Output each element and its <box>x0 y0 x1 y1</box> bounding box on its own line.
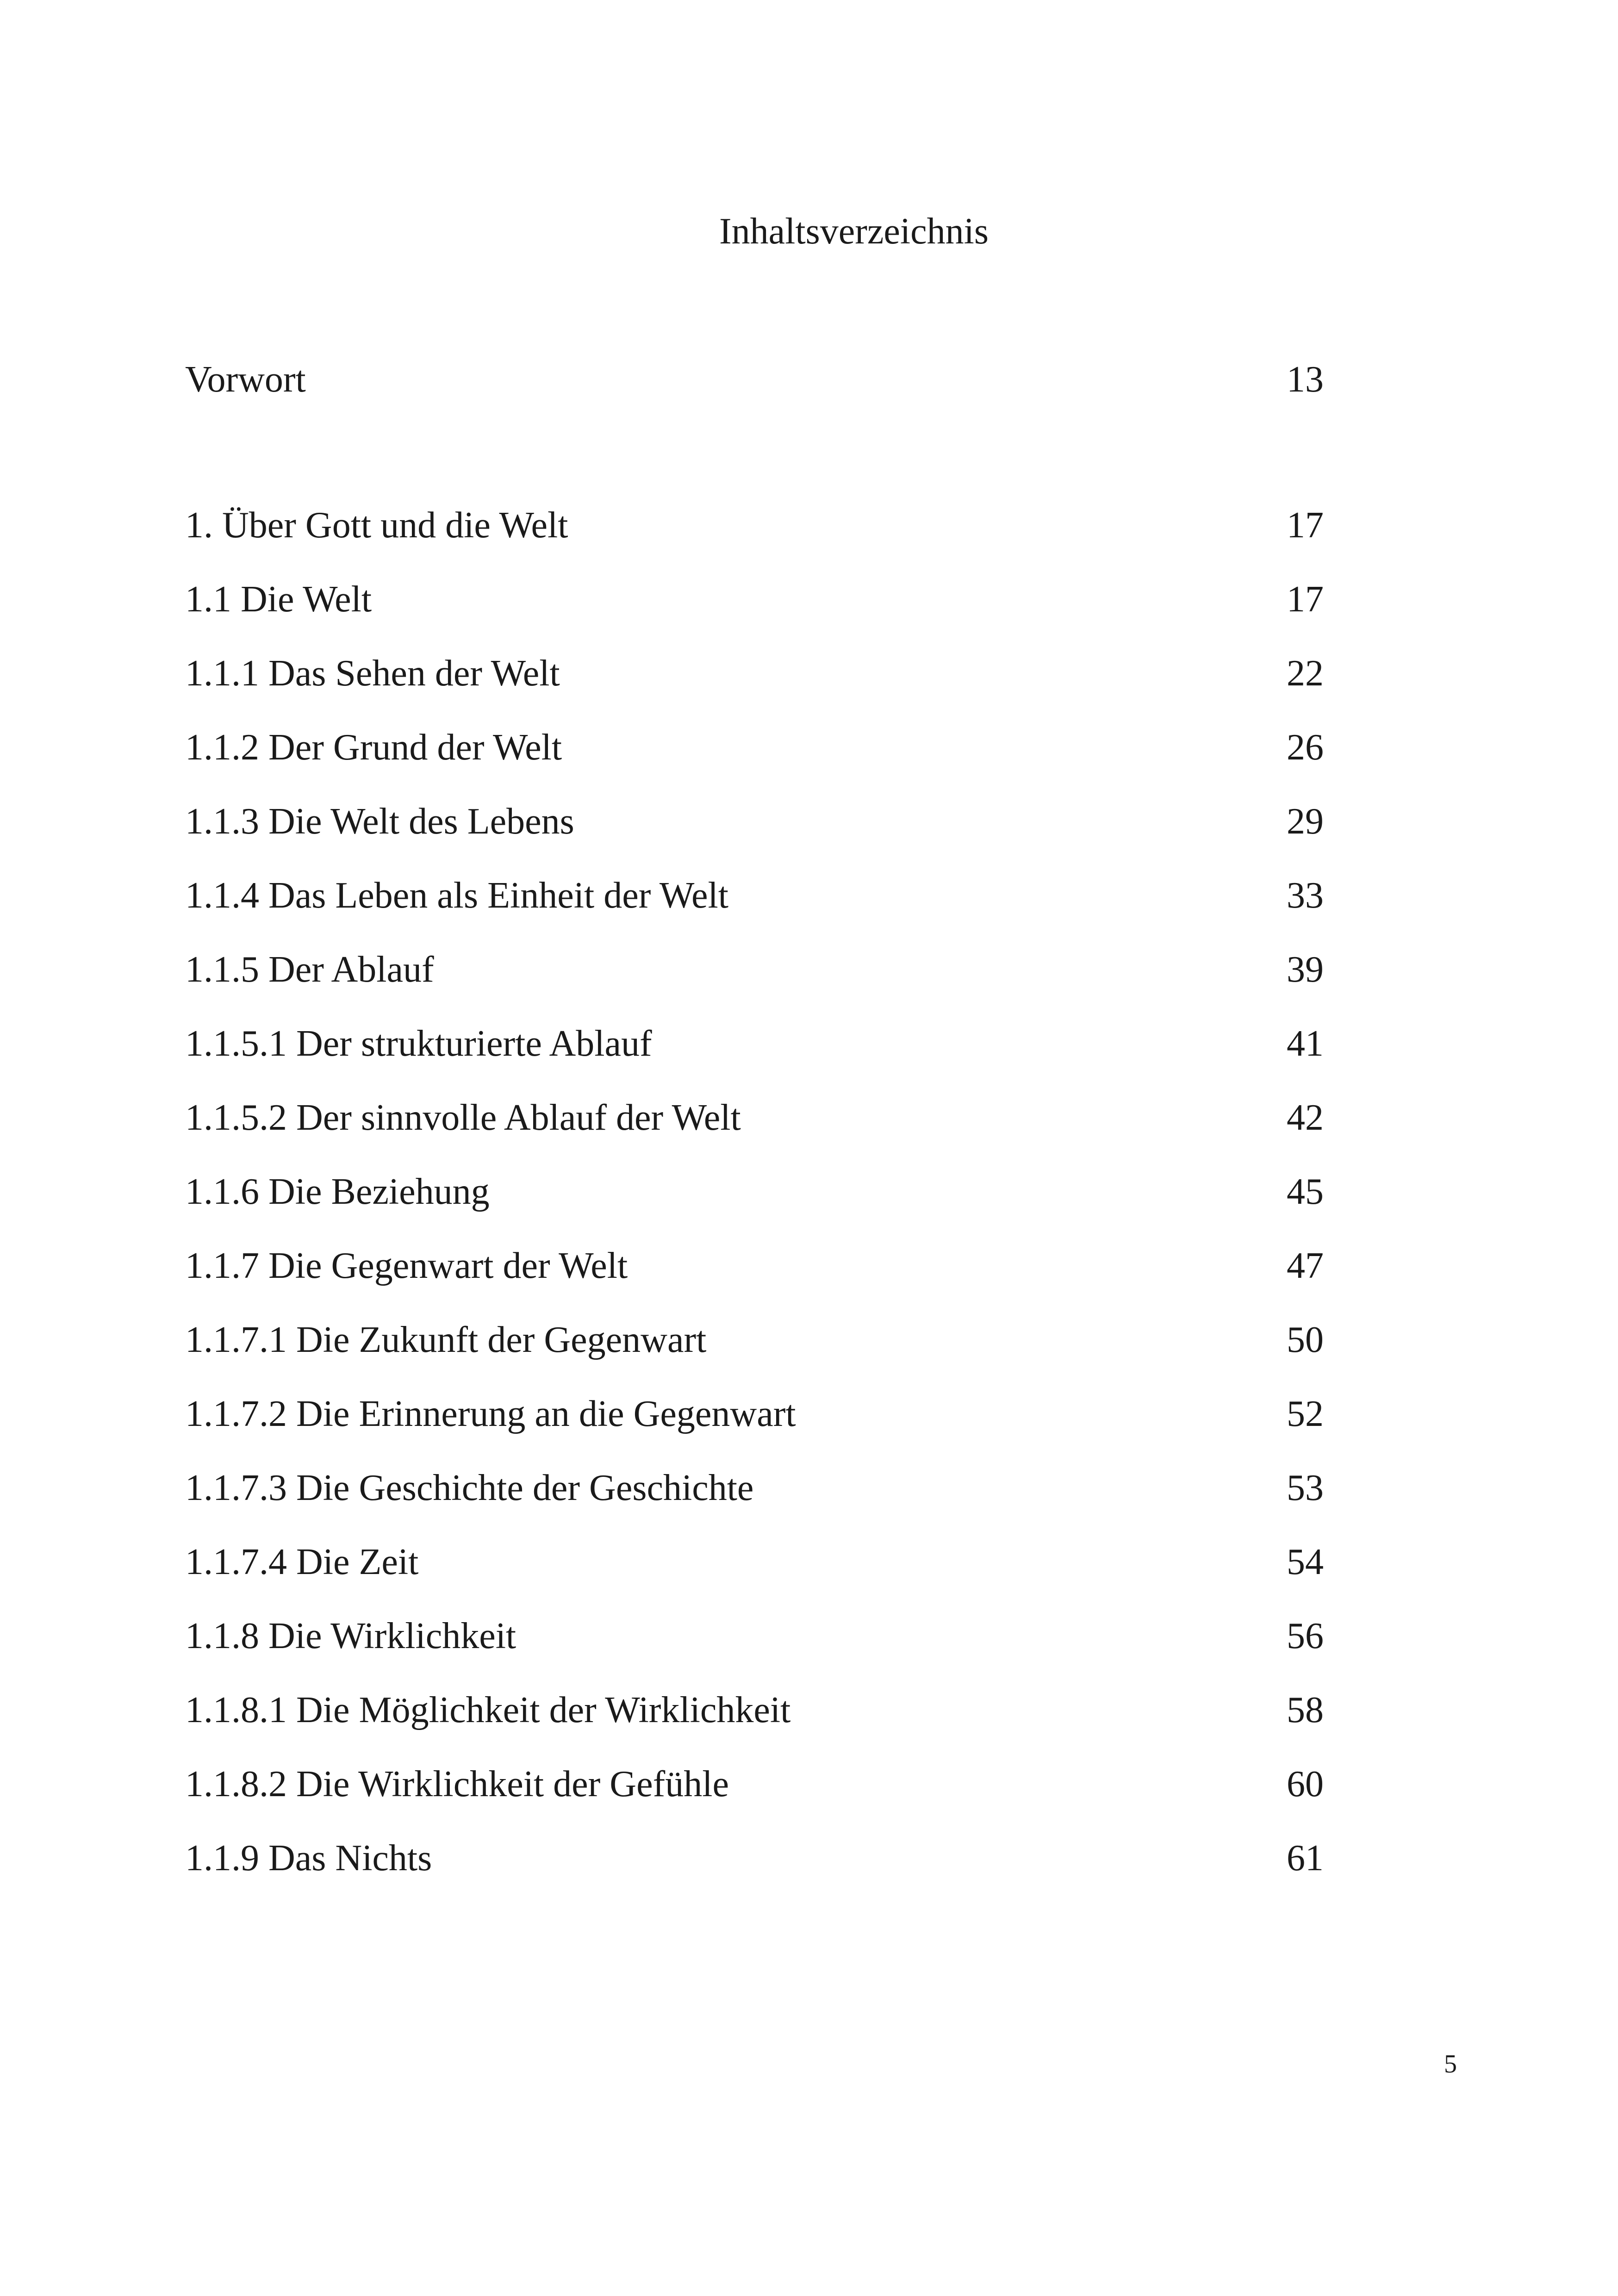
toc-entry-page: 56 <box>1287 1616 1324 1656</box>
toc-entry-page: 41 <box>1287 1023 1324 1064</box>
toc-entry-page: 47 <box>1287 1245 1324 1286</box>
toc-entry <box>185 1460 1342 1516</box>
toc-entry-page: 17 <box>1287 505 1324 546</box>
toc-entry-page: 17 <box>1287 579 1324 620</box>
toc-entry-label: 1.1.1 Das Sehen der Welt <box>185 653 560 694</box>
toc-entry-page: 29 <box>1287 801 1324 842</box>
toc-entry-label: 1.1.6 Die Beziehung <box>185 1171 490 1212</box>
toc-entry <box>185 1386 1342 1442</box>
toc-entry-label: 1.1.3 Die Welt des Lebens <box>185 801 574 842</box>
toc-entry-label: 1.1.5.2 Der sinnvolle Ablauf der Welt <box>185 1097 741 1138</box>
toc-entry-label: 1.1.7.2 Die Erinnerung an die Gegenwart <box>185 1394 796 1434</box>
toc-entry <box>185 794 1342 849</box>
toc-entry <box>185 1534 1342 1590</box>
toc-entry <box>185 720 1342 775</box>
toc-entry-page: 42 <box>1287 1097 1324 1138</box>
toc-entry-label: Vorwort <box>185 359 306 400</box>
toc-entry-page: 53 <box>1287 1468 1324 1508</box>
toc-entry <box>185 498 1342 553</box>
toc-entry <box>185 1090 1342 1145</box>
toc-entry-label: 1.1.8 Die Wirklichkeit <box>185 1616 517 1656</box>
toc-entry-label: 1.1.8.1 Die Möglichkeit der Wirklichkeit <box>185 1690 791 1730</box>
toc-entry-label: 1.1.7.1 Die Zukunft der Gegenwart <box>185 1319 707 1360</box>
toc-entry-page: 33 <box>1287 875 1324 916</box>
toc-entry-page: 45 <box>1287 1171 1324 1212</box>
toc-entry-page: 26 <box>1287 727 1324 768</box>
toc-entry-label: 1.1.2 Der Grund der Welt <box>185 727 562 768</box>
page-title: Inhaltsverzeichnis <box>719 211 989 252</box>
toc-entry <box>185 1830 1342 1886</box>
toc-entry-label: 1.1.5.1 Der strukturierte Ablauf <box>185 1023 652 1064</box>
toc-entry-label: 1.1.5 Der Ablauf <box>185 949 434 990</box>
toc-entry-label: 1. Über Gott und die Welt <box>185 505 568 546</box>
toc-entry <box>185 1682 1342 1738</box>
toc-entry-page: 61 <box>1287 1838 1324 1879</box>
toc-entry <box>185 1608 1342 1664</box>
toc-entry <box>185 1756 1342 1812</box>
toc-entry <box>185 942 1342 997</box>
toc-entry <box>185 1238 1342 1294</box>
toc-entry-page: 52 <box>1287 1394 1324 1434</box>
toc-entry <box>185 1016 1342 1071</box>
toc-entry-label: 1.1.7.3 Die Geschichte der Geschichte <box>185 1468 754 1508</box>
toc-entry-page: 58 <box>1287 1690 1324 1730</box>
toc-entry <box>185 572 1342 627</box>
toc-entry-label: 1.1.9 Das Nichts <box>185 1838 432 1879</box>
toc-entry-page: 39 <box>1287 949 1324 990</box>
toc-entry-page: 50 <box>1287 1319 1324 1360</box>
toc-entry-label: 1.1.8.2 Die Wirklichkeit der Gefühle <box>185 1764 729 1804</box>
toc-entry-page: 60 <box>1287 1764 1324 1804</box>
toc-entry <box>185 646 1342 701</box>
page-number: 5 <box>1444 2050 1457 2078</box>
toc-entry-label: 1.1.4 Das Leben als Einheit der Welt <box>185 875 728 916</box>
toc-entry-page: 13 <box>1287 359 1324 400</box>
toc-entry <box>185 352 1342 407</box>
toc-entry-label: 1.1.7.4 Die Zeit <box>185 1542 419 1582</box>
toc-entry <box>185 1164 1342 1220</box>
toc-entry-page: 54 <box>1287 1542 1324 1582</box>
toc-entry-label: 1.1.7 Die Gegenwart der Welt <box>185 1245 628 1286</box>
toc-entry-label: 1.1 Die Welt <box>185 579 372 620</box>
toc-entry <box>185 1312 1342 1368</box>
toc-entry-page: 22 <box>1287 653 1324 694</box>
toc-entry <box>185 868 1342 923</box>
